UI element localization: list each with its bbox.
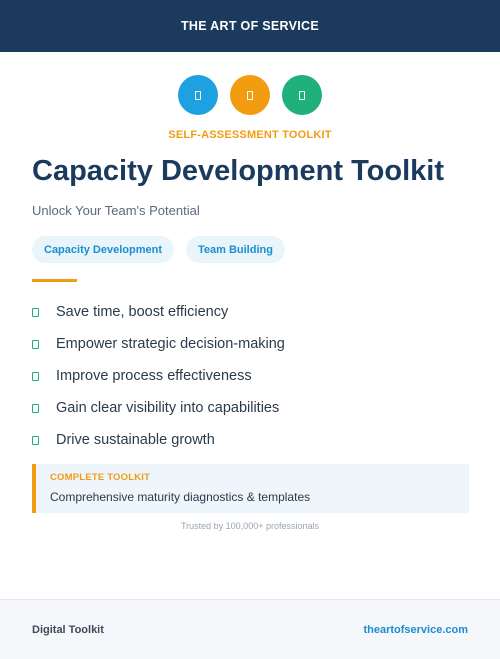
brand-title: THE ART OF SERVICE [180, 19, 320, 33]
benefit-item [32, 360, 285, 392]
toolkit-icon [282, 75, 322, 115]
benefit-text: Drive sustainable growth [56, 432, 215, 448]
header-bar [0, 0, 500, 52]
check-icon [32, 372, 39, 381]
check-icon [32, 340, 39, 349]
callout-label: COMPLETE TOOLKIT [50, 472, 151, 483]
benefit-item [32, 328, 285, 360]
tag-team-building: Team Building [186, 236, 285, 263]
toolkit-icon [178, 75, 218, 115]
benefit-text: Improve process effectiveness [56, 368, 252, 384]
benefit-item [32, 424, 285, 456]
benefit-list [32, 296, 285, 456]
page-title: Capacity Development Toolkit [32, 155, 444, 187]
complete-toolkit-callout [32, 464, 469, 513]
accent-divider [32, 279, 77, 282]
toolkit-icon [230, 75, 270, 115]
check-icon [32, 404, 39, 413]
benefit-text: Save time, boost efficiency [56, 304, 229, 320]
website-link[interactable]: theartofservice.com [363, 623, 468, 636]
trusted-by-text: Trusted by 100,000+ professionals [180, 521, 319, 531]
footer-bar [0, 599, 500, 659]
benefit-text: Empower strategic decision-making [56, 336, 285, 352]
tag-list [32, 236, 285, 263]
eyebrow-label: SELF-ASSESSMENT TOOLKIT [168, 129, 332, 141]
benefit-text: Gain clear visibility into capabilities [56, 400, 280, 416]
check-icon [32, 308, 39, 317]
benefit-item [32, 392, 285, 424]
icon-row [0, 75, 500, 115]
check-icon [32, 436, 39, 445]
benefit-item [32, 296, 285, 328]
page-subtitle: Unlock Your Team's Potential [32, 203, 200, 218]
footer-label: Digital Toolkit [32, 623, 104, 636]
callout-text: Comprehensive maturity diagnostics & templates [50, 490, 311, 504]
tag-capacity-development: Capacity Development [32, 236, 174, 263]
